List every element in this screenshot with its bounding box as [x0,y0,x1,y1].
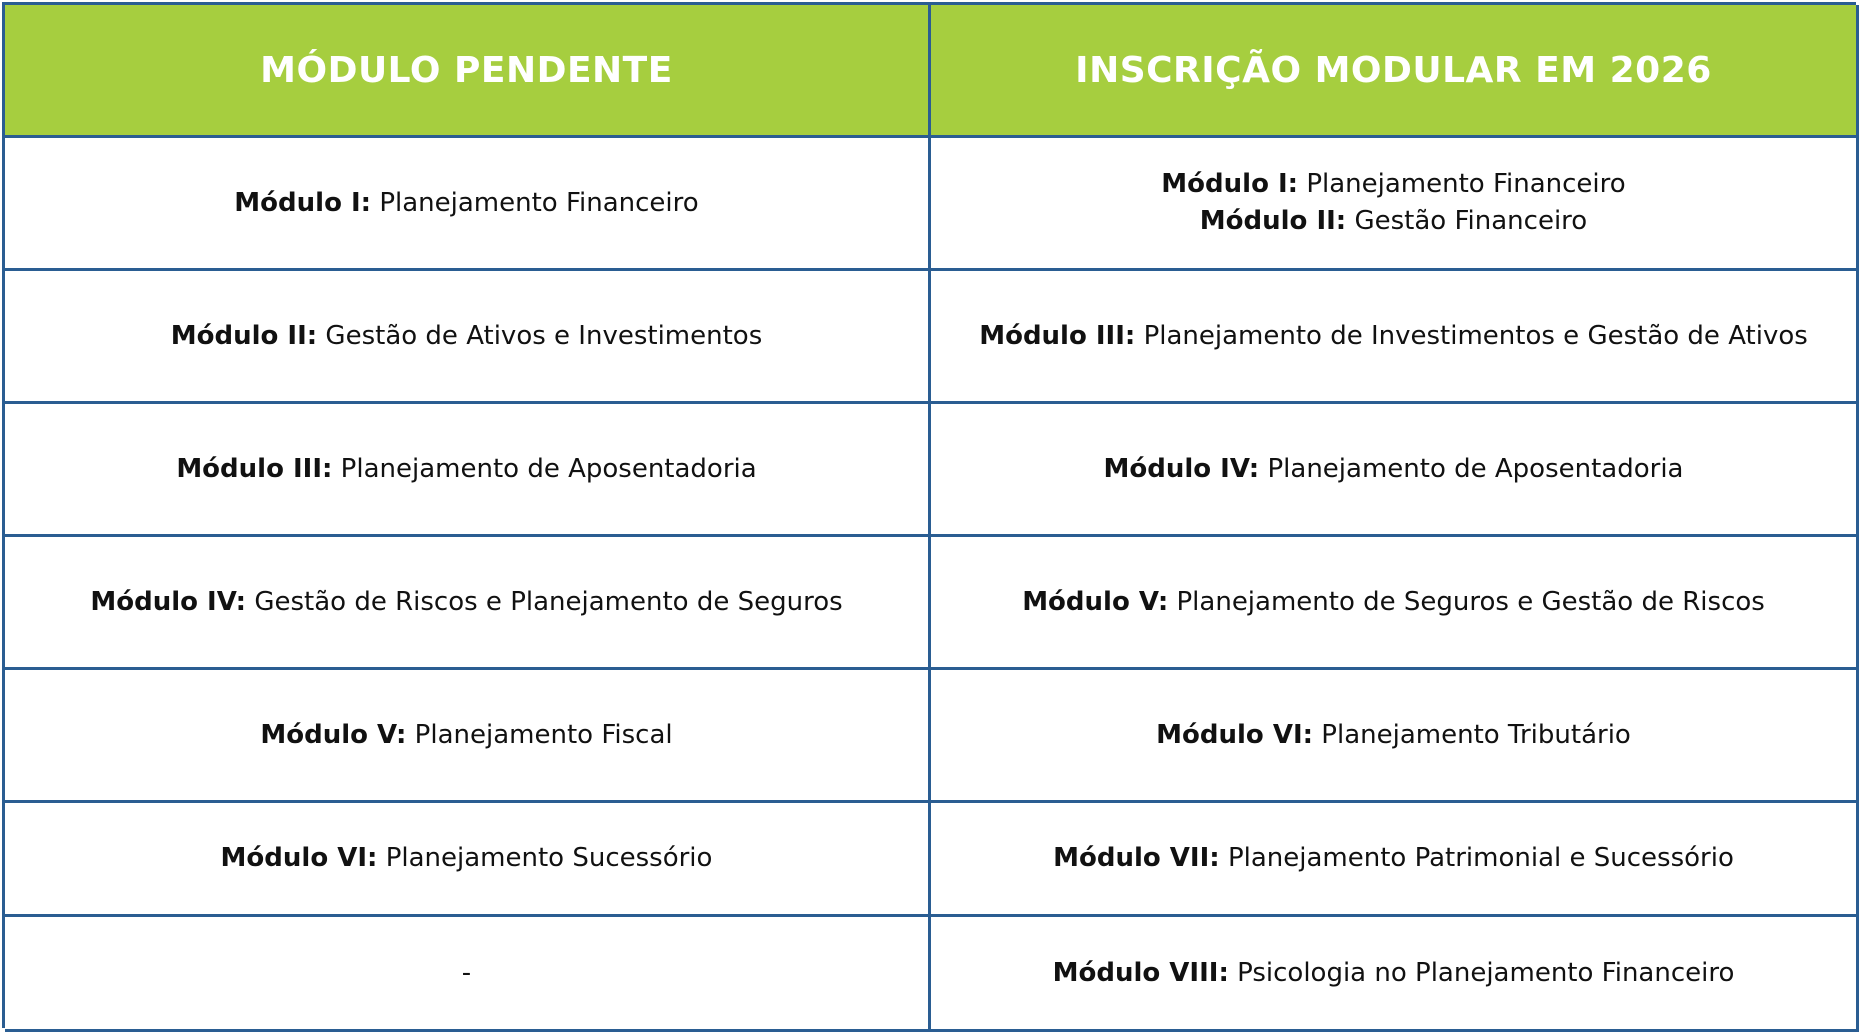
module-comparison-table [2,2,1856,1028]
column-header-modular-enrollment [931,5,1859,138]
table-cell-pending [5,404,931,537]
table-cell-enrollment [931,803,1859,917]
module-number: Módulo VII: [1053,843,1220,873]
module-number: Módulo III: [979,320,1136,351]
table-cell-pending [5,917,931,1032]
table-cell-pending [5,537,931,670]
module-line [1022,584,1765,621]
module-line [234,185,698,222]
module-number: Módulo VI: [1156,719,1314,750]
module-number: Módulo V: [260,719,407,750]
module-number: Módulo I: [234,187,372,218]
module-number: Módulo VIII: [1052,957,1229,988]
column-header-pending-module-label: MÓDULO PENDENTE [260,49,673,91]
module-number: Módulo V: [1022,586,1169,617]
module-number: Módulo I: [1161,169,1299,199]
module-line [1161,166,1625,203]
module-number: Módulo IV: [90,586,247,617]
table-cell-enrollment [931,271,1859,404]
module-title: Planejamento Sucessório [377,843,713,873]
module-line [1104,451,1684,488]
table-cell-enrollment [931,670,1859,803]
module-title: Gestão de Ativos e Investimentos [317,320,763,351]
module-title: Planejamento de Investimentos e Gestão de Ativos [1135,320,1808,351]
module-number: Módulo VI: [220,843,378,873]
module-line [1200,203,1587,240]
table-cell-enrollment [931,537,1859,670]
module-title: Planejamento de Aposentadoria [1259,453,1684,484]
module-title: - [461,957,472,988]
module-line [260,717,672,754]
module-line [171,318,763,355]
module-title: Planejamento Fiscal [406,719,673,750]
table-cell-pending [5,803,931,917]
module-line [176,451,756,488]
module-title: Gestão Financeiro [1346,206,1588,236]
module-title: Planejamento Financeiro [371,187,699,218]
table-cell-enrollment [931,404,1859,537]
module-number: Módulo II: [1199,206,1347,236]
module-title: Planejamento de Seguros e Gestão de Riscos [1168,586,1765,617]
module-line [221,840,713,877]
table-cell-pending [5,271,931,404]
module-line [1053,840,1734,877]
table-cell-enrollment [931,917,1859,1032]
column-header-modular-enrollment-label: INSCRIÇÃO MODULAR EM 2026 [1075,49,1712,91]
module-title: Planejamento Patrimonial e Sucessório [1219,843,1734,873]
module-title: Planejamento Tributário [1313,719,1631,750]
module-line [462,955,471,992]
module-line [90,584,842,621]
module-number: Módulo IV: [1103,453,1260,484]
module-line [979,318,1808,355]
module-number: Módulo II: [170,320,318,351]
module-line [1156,717,1631,754]
module-number: Módulo III: [176,453,333,484]
module-line [1053,955,1735,992]
column-header-pending-module [5,5,931,138]
table-cell-pending [5,670,931,803]
module-title: Gestão de Riscos e Planejamento de Seguros [246,586,843,617]
module-title: Planejamento Financeiro [1298,169,1626,199]
table-cell-pending [5,138,931,271]
table-cell-enrollment [931,138,1859,271]
module-title: Psicologia no Planejamento Financeiro [1228,957,1735,988]
module-title: Planejamento de Aposentadoria [332,453,757,484]
